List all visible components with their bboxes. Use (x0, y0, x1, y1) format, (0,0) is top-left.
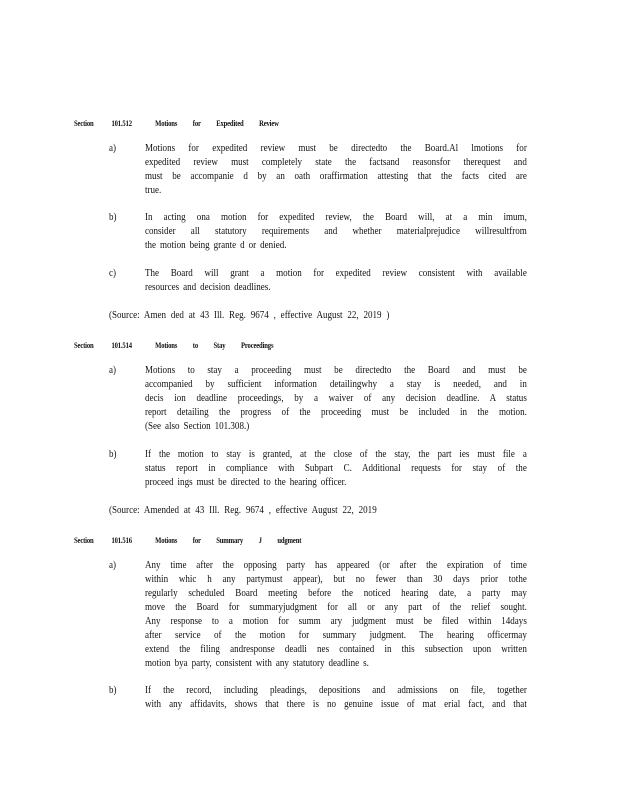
section-word: Section (74, 340, 94, 350)
source-note: (Source: Amended at 43 Ill. Reg. 9674 , effective August 22, 2019 (109, 505, 377, 516)
item-paragraph (145, 684, 527, 712)
paragraph-line: within whic h any partymust appear), but no fewer than 30 days prior tothe (145, 574, 527, 585)
paragraph-line: Motions for expedited review must be directedto the Board.Al lmotions for (145, 143, 527, 154)
paragraph-line: The Board will grant a motion for expedited review consistent with available (145, 268, 527, 279)
paragraph-line: true. (145, 185, 162, 196)
paragraph-line: resources and decision deadlines. (145, 282, 271, 293)
section-heading (74, 535, 301, 545)
section-number: 101.516 (111, 535, 132, 545)
paragraph-line: consider all statutory requirements and whether materialprejudice willresultfrom (145, 226, 527, 237)
paragraph-line: must be accompanie d by an oath oraffirmation attesting that the facts cited are (145, 171, 527, 182)
section-title: Motions for Expedited Review (155, 118, 279, 128)
item-label: c) (109, 268, 117, 279)
paragraph-line: expedited review must completely state the factsand reasonsfor therequest and (145, 157, 527, 168)
item-label: a) (109, 365, 117, 376)
section-word: Section (74, 535, 94, 545)
paragraph-line: the motion being grante d or denied. (145, 240, 287, 251)
paragraph-line: Motions to stay a proceeding must be directedto the Board and must be (145, 365, 527, 376)
paragraph-line: If the record, including pleadings, depositions and admissions on file, together (145, 685, 527, 696)
item-label: b) (109, 449, 117, 460)
paragraph-line: decis ion deadline proceedings, by a waiver of any decision deadline. A status (145, 393, 527, 404)
item-label: b) (109, 212, 117, 223)
paragraph-line: regularly scheduled Board meeting before the noticed hearing date, a party may (145, 588, 527, 599)
paragraph-line: report detailing the progress of the proceeding must be included in the motion. (145, 407, 527, 418)
section-title: Motions to Stay Proceedings (155, 340, 274, 350)
paragraph-line: In acting ona motion for expedited review, the Board will, at a min imum, (145, 212, 527, 223)
paragraph-line: If the motion to stay is granted, at the close of the stay, the part ies must file a (145, 449, 527, 460)
paragraph-line: status report in compliance with Subpart C. Additional requests for stay of the (145, 463, 527, 474)
paragraph-line: Any time after the opposing party has appeared (or after the expiration of time (145, 560, 527, 571)
paragraph-line: motion bya party, consistent with any statutory deadline s. (145, 658, 369, 669)
paragraph-line: (See also Section 101.308.) (145, 421, 250, 432)
item-paragraph (145, 559, 527, 671)
item-paragraph (145, 142, 527, 198)
item-label: a) (109, 560, 117, 571)
section-title: Motions for Summary J udgment (155, 535, 302, 545)
section-heading (74, 340, 273, 350)
paragraph-line: with any affidavits, shows that there is no genuine issue of mat erial fact, and that (145, 699, 527, 710)
paragraph-line: Any response to a motion for summ ary judgment must be filed within 14days (145, 616, 527, 627)
paragraph-line: after service of the motion for summary judgment. The hearing officermay (145, 630, 527, 641)
item-label: a) (109, 143, 117, 154)
paragraph-line: move the Board for summaryjudgment for all or any part of the relief sought. (145, 602, 527, 613)
item-paragraph (145, 364, 527, 434)
paragraph-line: proceed ings must be directed to the hearing officer. (145, 477, 347, 488)
paragraph-line: extend the filing andresponse deadli nes contained in this subsection upon written (145, 644, 527, 655)
item-paragraph (145, 267, 527, 295)
section-number: 101.512 (111, 118, 132, 128)
paragraph-line: accompanied by sufficient information detailingwhy a stay is needed, and in (145, 379, 527, 390)
section-number: 101.514 (111, 340, 132, 350)
item-paragraph (145, 211, 527, 253)
section-heading (74, 118, 279, 128)
item-label: b) (109, 685, 117, 696)
source-note: (Source: Amen ded at 43 Ill. Reg. 9674 , effective August 22, 2019 ) (109, 310, 390, 321)
section-word: Section (74, 118, 94, 128)
item-paragraph (145, 448, 527, 490)
